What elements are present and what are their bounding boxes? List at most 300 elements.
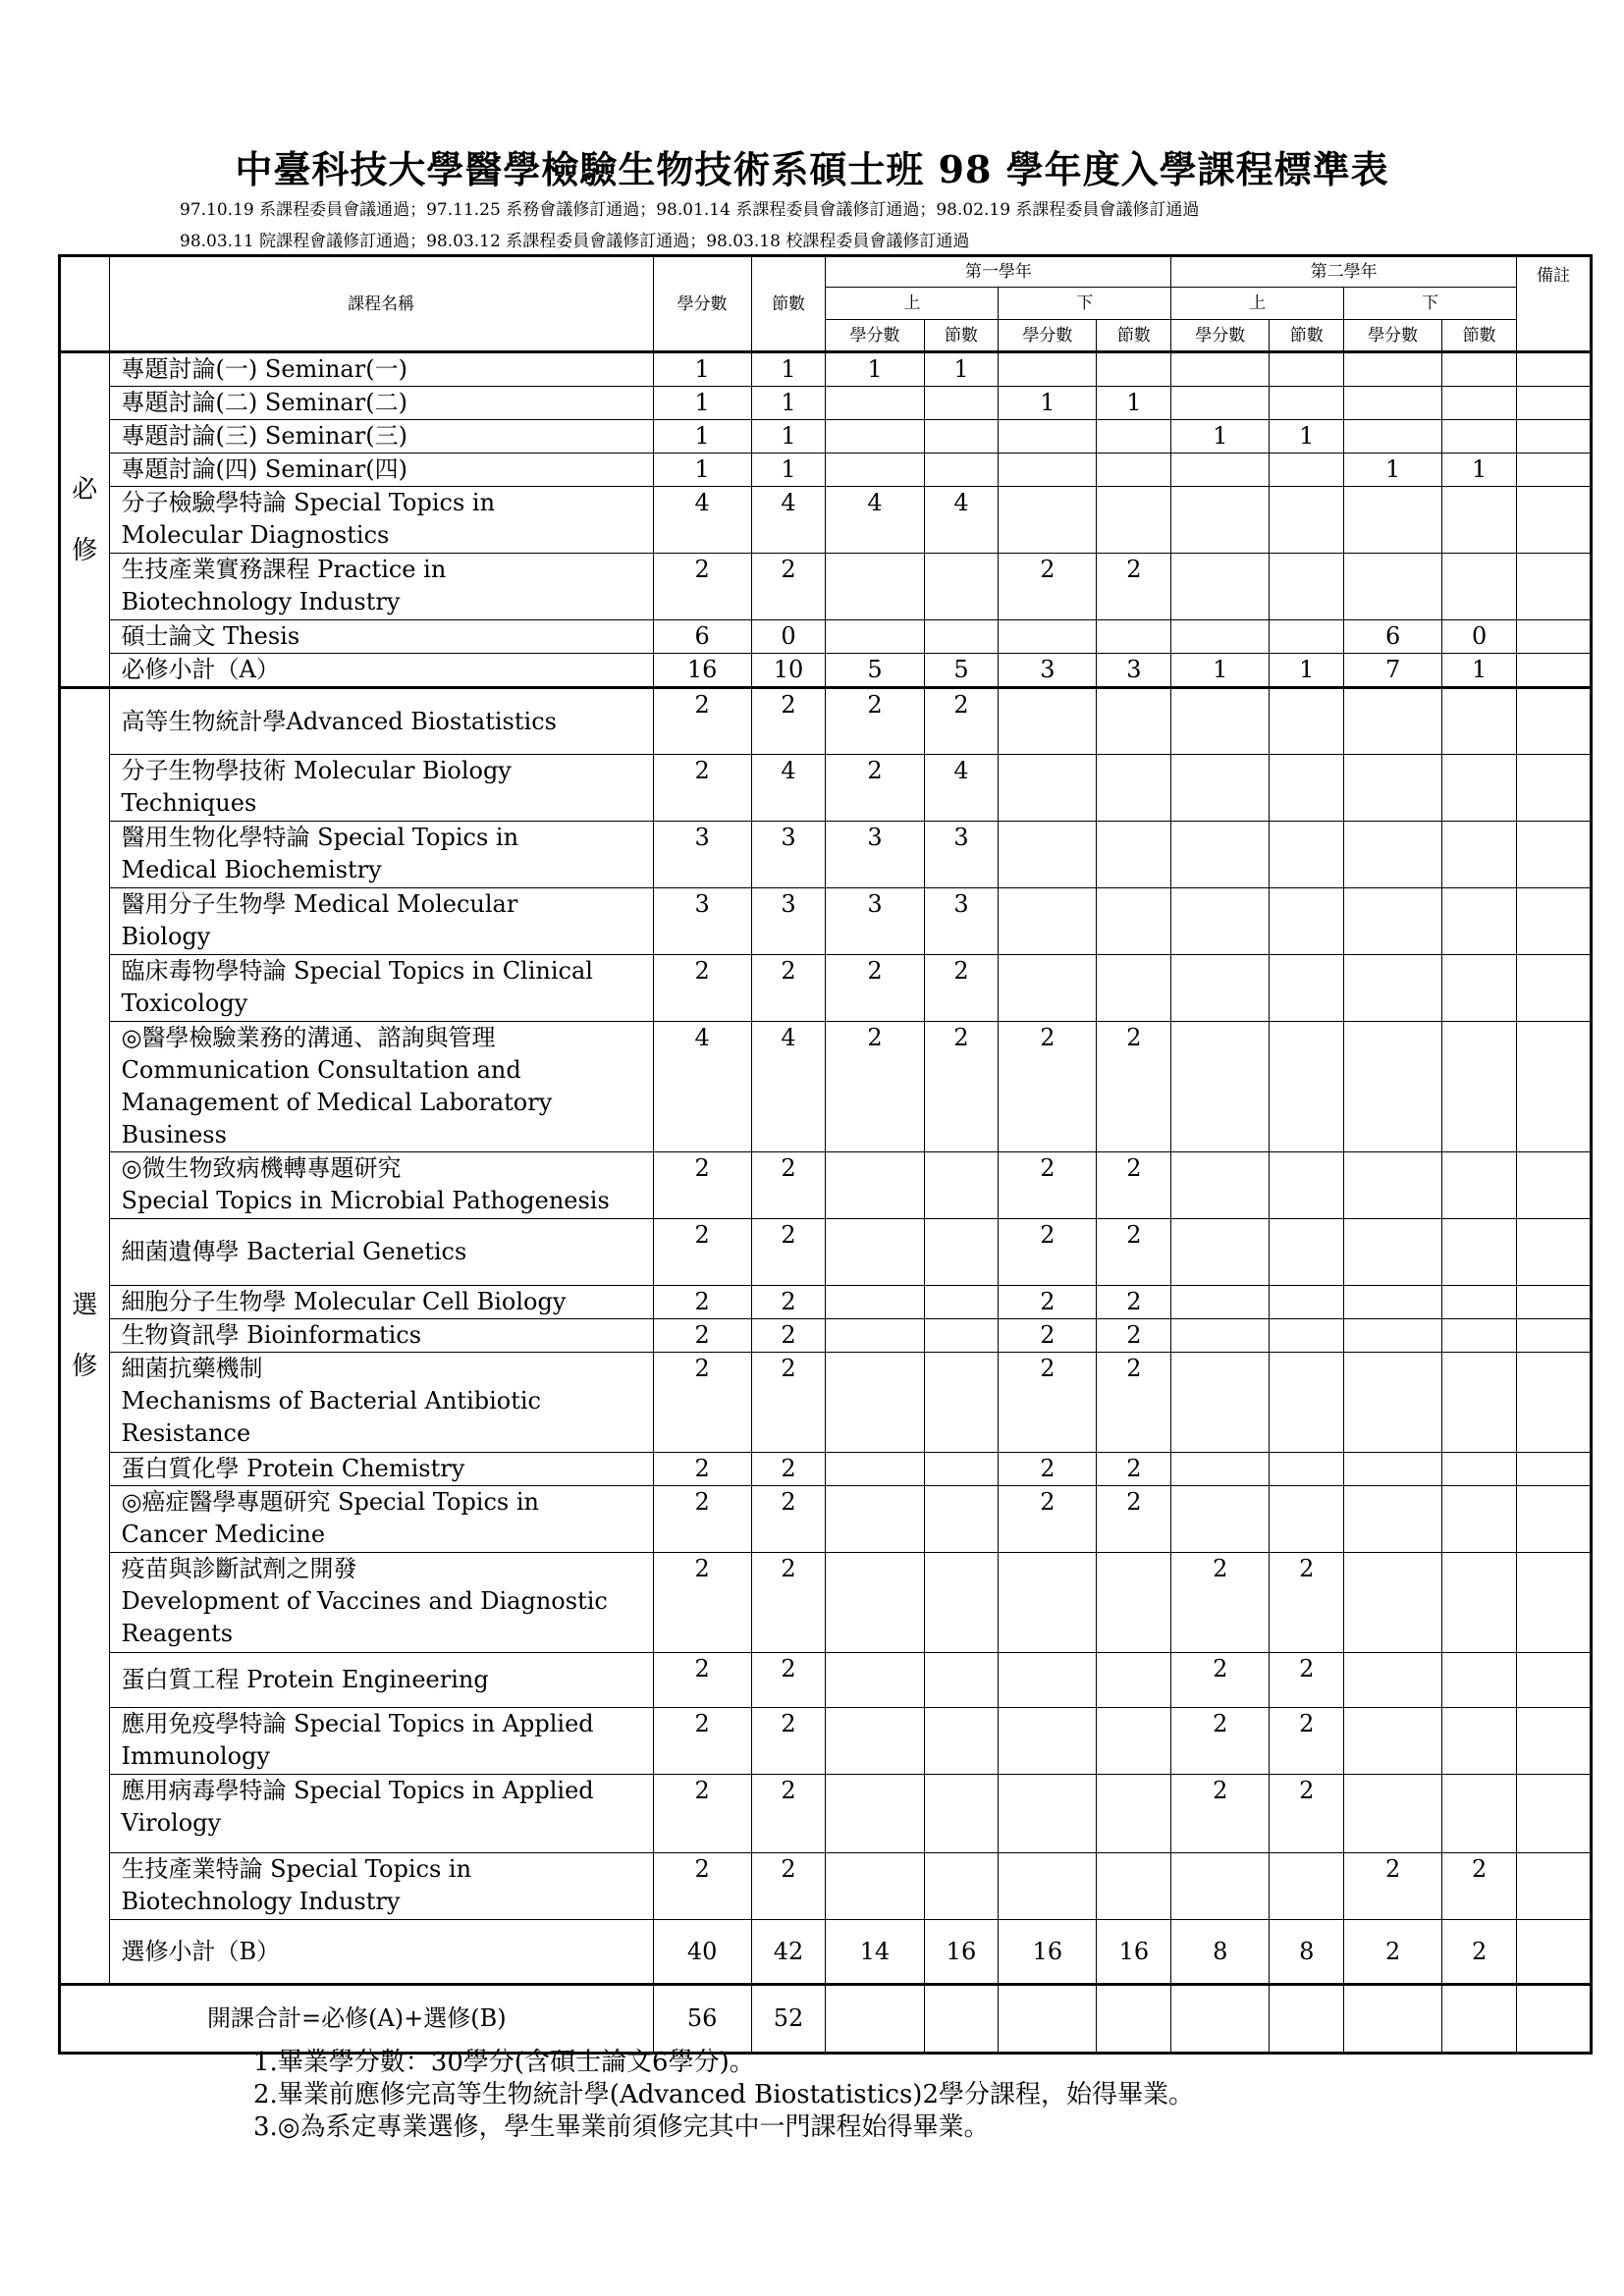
hours-cell: 2 <box>751 1353 826 1453</box>
course-name-line: Development of Vaccines and Diagnostic <box>121 1587 608 1615</box>
semester-hours-cell <box>1442 1775 1517 1853</box>
header-y2-upper: 上 <box>1171 288 1344 320</box>
semester-hours-cell: 2 <box>1442 1920 1517 1985</box>
semester-credits-cell <box>1171 352 1270 387</box>
semester-credits-cell <box>999 888 1097 955</box>
semester-credits-cell: 8 <box>1171 1920 1270 1985</box>
semester-hours-cell <box>1270 1319 1344 1353</box>
course-name-line: 專題討論(三) Seminar(三) <box>121 422 407 450</box>
empty-cell <box>924 1985 999 2054</box>
course-name-line: Management of Medical Laboratory Business <box>121 1089 553 1148</box>
semester-credits-cell <box>1344 822 1442 888</box>
header-y1l-hours: 節數 <box>1097 320 1171 352</box>
hours-cell: 3 <box>751 822 826 888</box>
semester-credits-cell <box>1171 755 1270 822</box>
semester-hours-cell <box>1270 1022 1344 1152</box>
course-name-line: 選修小計（B） <box>121 1937 281 1965</box>
grand-total-hours: 52 <box>751 1985 826 2054</box>
semester-hours-cell <box>1442 755 1517 822</box>
semester-hours-cell <box>1270 822 1344 888</box>
header-y2u-credits: 學分數 <box>1171 320 1270 352</box>
hours-cell: 3 <box>751 888 826 955</box>
semester-hours-cell <box>1442 1319 1517 1353</box>
remarks-cell <box>1517 1653 1592 1708</box>
semester-hours-cell <box>924 1486 999 1553</box>
semester-hours-cell: 1 <box>1097 387 1171 420</box>
semester-credits-cell <box>826 1553 924 1653</box>
semester-credits-cell <box>999 1553 1097 1653</box>
semester-credits-cell: 2 <box>1171 1775 1270 1853</box>
semester-credits-cell <box>1171 1853 1270 1920</box>
semester-credits-cell <box>1171 1486 1270 1553</box>
course-name-line: 生技產業特論 Special Topics in <box>121 1855 472 1883</box>
semester-credits-cell <box>826 454 924 487</box>
semester-hours-cell <box>924 1775 999 1853</box>
hours-cell: 2 <box>751 1708 826 1775</box>
course-name-line: 蛋白質工程 Protein Engineering <box>121 1666 489 1693</box>
remarks-cell <box>1517 755 1592 822</box>
header-year-2: 第二學年 <box>1171 256 1517 288</box>
course-name-line: ◎癌症醫學專題研究 Special Topics in <box>121 1488 540 1516</box>
credits-cell: 2 <box>653 554 751 620</box>
semester-credits-cell: 2 <box>999 1022 1097 1152</box>
semester-credits-cell <box>1344 420 1442 454</box>
header-y1u-credits: 學分數 <box>826 320 924 352</box>
semester-credits-cell <box>1171 1286 1270 1319</box>
semester-credits-cell <box>1344 487 1442 554</box>
semester-hours-cell <box>1270 1152 1344 1219</box>
course-name <box>109 755 653 822</box>
hours-cell: 2 <box>751 1486 826 1553</box>
semester-credits-cell <box>826 1775 924 1853</box>
semester-credits-cell <box>999 688 1097 755</box>
semester-credits-cell <box>999 1775 1097 1853</box>
subtotal-name <box>109 1920 653 1985</box>
hours-cell: 1 <box>751 352 826 387</box>
course-name-line: Resistance <box>121 1419 251 1447</box>
semester-credits-cell: 3 <box>826 888 924 955</box>
semester-credits-cell <box>1344 888 1442 955</box>
semester-hours-cell: 1 <box>1442 654 1517 688</box>
semester-hours-cell <box>1442 1022 1517 1152</box>
course-name-line: Biotechnology Industry <box>121 1888 401 1915</box>
semester-credits-cell <box>826 1708 924 1775</box>
course-name <box>109 1286 653 1319</box>
course-name <box>109 487 653 554</box>
semester-credits-cell <box>826 1486 924 1553</box>
course-name <box>109 1319 653 1353</box>
semester-credits-cell: 2 <box>826 755 924 822</box>
empty-cell <box>826 1985 924 2054</box>
semester-credits-cell <box>1344 1453 1442 1486</box>
header-hours: 節數 <box>751 256 826 352</box>
hours-cell: 2 <box>751 1775 826 1853</box>
grand-total-credits: 56 <box>653 1985 751 2054</box>
course-name-line: 應用病毒學特論 Special Topics in Applied <box>121 1777 594 1804</box>
semester-hours-cell <box>1270 620 1344 654</box>
semester-credits-cell: 7 <box>1344 654 1442 688</box>
semester-hours-cell <box>1270 1353 1344 1453</box>
semester-credits-cell: 2 <box>999 1486 1097 1553</box>
semester-credits-cell <box>1344 1775 1442 1853</box>
semester-credits-cell: 1 <box>999 387 1097 420</box>
semester-hours-cell <box>1270 888 1344 955</box>
course-name-line: 必修小計（A） <box>121 656 280 683</box>
course-name <box>109 1775 653 1853</box>
semester-credits-cell: 2 <box>999 554 1097 620</box>
remarks-cell <box>1517 1286 1592 1319</box>
semester-hours-cell <box>1097 1653 1171 1708</box>
course-name <box>109 352 653 387</box>
hours-cell: 2 <box>751 1553 826 1653</box>
semester-hours-cell <box>1097 1853 1171 1920</box>
semester-hours-cell <box>1442 1353 1517 1453</box>
semester-hours-cell: 2 <box>1270 1708 1344 1775</box>
semester-credits-cell <box>1344 1653 1442 1708</box>
course-name-line: ◎微生物致病機轉專題研究 <box>121 1154 402 1182</box>
semester-hours-cell: 2 <box>1097 1353 1171 1453</box>
semester-hours-cell <box>924 1319 999 1353</box>
header-y2u-hours: 節數 <box>1270 320 1344 352</box>
credits-cell: 2 <box>653 1152 751 1219</box>
credits-cell: 1 <box>653 454 751 487</box>
semester-hours-cell: 2 <box>924 955 999 1022</box>
semester-credits-cell <box>826 1286 924 1319</box>
hours-cell: 42 <box>751 1920 826 1985</box>
course-name-line: 高等生物統計學Advanced Biostatistics <box>121 707 557 735</box>
semester-hours-cell <box>1442 1553 1517 1653</box>
semester-hours-cell <box>1442 1708 1517 1775</box>
semester-hours-cell <box>1442 487 1517 554</box>
semester-hours-cell <box>924 1853 999 1920</box>
remarks-cell <box>1517 1319 1592 1353</box>
semester-hours-cell <box>1442 387 1517 420</box>
semester-credits-cell: 16 <box>999 1920 1097 1985</box>
semester-credits-cell: 2 <box>1171 1708 1270 1775</box>
semester-hours-cell <box>1097 755 1171 822</box>
semester-credits-cell <box>999 755 1097 822</box>
remarks-cell <box>1517 1219 1592 1286</box>
course-name-line: ◎醫學檢驗業務的溝通、諮詢與管理 <box>121 1024 496 1051</box>
semester-credits-cell <box>1344 1486 1442 1553</box>
semester-credits-cell <box>1171 822 1270 888</box>
course-name-line: Special Topics in Microbial Pathogenesis <box>121 1187 610 1214</box>
semester-hours-cell <box>1270 955 1344 1022</box>
semester-hours-cell <box>1270 1853 1344 1920</box>
course-name-line: 分子生物學技術 Molecular Biology <box>121 757 512 784</box>
semester-hours-cell <box>924 1286 999 1319</box>
semester-credits-cell: 2 <box>1171 1653 1270 1708</box>
empty-cell <box>999 1985 1097 2054</box>
semester-hours-cell <box>924 387 999 420</box>
credits-cell: 2 <box>653 1286 751 1319</box>
credits-cell: 1 <box>653 352 751 387</box>
remarks-cell <box>1517 454 1592 487</box>
semester-credits-cell: 1 <box>826 352 924 387</box>
semester-hours-cell <box>924 454 999 487</box>
semester-hours-cell: 2 <box>1270 1553 1344 1653</box>
course-name <box>109 387 653 420</box>
header-blank-cell <box>60 256 110 352</box>
semester-credits-cell <box>826 620 924 654</box>
semester-hours-cell <box>1442 1152 1517 1219</box>
hours-cell: 4 <box>751 487 826 554</box>
empty-cell <box>1517 1985 1592 2054</box>
semester-hours-cell <box>1270 1453 1344 1486</box>
section-label-required <box>60 352 110 688</box>
course-name-line: 生技產業實務課程 Practice in <box>121 556 447 583</box>
hours-cell: 2 <box>751 955 826 1022</box>
semester-credits-cell <box>999 420 1097 454</box>
semester-credits-cell <box>1344 1219 1442 1286</box>
remarks-cell <box>1517 1920 1592 1985</box>
remarks-cell <box>1517 1853 1592 1920</box>
course-name <box>109 1486 653 1553</box>
semester-hours-cell: 2 <box>1097 1219 1171 1286</box>
remarks-cell <box>1517 387 1592 420</box>
course-name-line: 分子檢驗學特論 Special Topics in <box>121 489 496 516</box>
semester-credits-cell <box>1171 554 1270 620</box>
semester-credits-cell <box>999 487 1097 554</box>
section-label-elective-char: 修 <box>72 1352 98 1381</box>
semester-hours-cell: 0 <box>1442 620 1517 654</box>
semester-hours-cell <box>924 1152 999 1219</box>
course-name-line: 臨床毒物學特論 Special Topics in Clinical <box>121 957 593 985</box>
hours-cell: 2 <box>751 688 826 755</box>
semester-hours-cell <box>1097 1775 1171 1853</box>
course-name <box>109 1022 653 1152</box>
semester-credits-cell <box>826 1453 924 1486</box>
semester-hours-cell: 2 <box>1097 1319 1171 1353</box>
remarks-cell <box>1517 554 1592 620</box>
semester-credits-cell <box>1171 688 1270 755</box>
course-name-line: 醫用分子生物學 Medical Molecular <box>121 890 518 918</box>
semester-credits-cell <box>826 1853 924 1920</box>
semester-hours-cell: 4 <box>924 755 999 822</box>
semester-credits-cell <box>1344 1353 1442 1453</box>
course-name <box>109 1219 653 1286</box>
semester-credits-cell <box>1171 1152 1270 1219</box>
course-name-line: Toxicology <box>121 989 248 1017</box>
semester-hours-cell <box>1442 688 1517 755</box>
course-name-line: Cancer Medicine <box>121 1521 326 1548</box>
remarks-cell <box>1517 1775 1592 1853</box>
semester-hours-cell <box>1097 454 1171 487</box>
semester-hours-cell: 2 <box>924 688 999 755</box>
semester-credits-cell: 2 <box>1171 1553 1270 1653</box>
semester-credits-cell: 2 <box>999 1152 1097 1219</box>
credits-cell: 16 <box>653 654 751 688</box>
hours-cell: 2 <box>751 1453 826 1486</box>
course-name <box>109 1708 653 1775</box>
credits-cell: 2 <box>653 1553 751 1653</box>
hours-cell: 10 <box>751 654 826 688</box>
semester-credits-cell <box>1344 1708 1442 1775</box>
semester-credits-cell <box>1171 1319 1270 1353</box>
semester-hours-cell <box>1442 888 1517 955</box>
remarks-cell <box>1517 1453 1592 1486</box>
empty-cell <box>1270 1985 1344 2054</box>
semester-hours-cell <box>1442 822 1517 888</box>
semester-hours-cell <box>1097 352 1171 387</box>
semester-hours-cell <box>1097 487 1171 554</box>
semester-credits-cell <box>1171 1453 1270 1486</box>
semester-credits-cell: 2 <box>999 1319 1097 1353</box>
credits-cell: 3 <box>653 888 751 955</box>
semester-hours-cell: 2 <box>1270 1775 1344 1853</box>
note-2: 2.畢業前應修完高等生物統計學(Advanced Biostatistics)2學分課程，始得畢業。 <box>253 2080 1194 2109</box>
semester-credits-cell <box>999 1708 1097 1775</box>
semester-hours-cell <box>1270 1286 1344 1319</box>
semester-credits-cell <box>1171 487 1270 554</box>
semester-credits-cell <box>1344 387 1442 420</box>
course-name <box>109 955 653 1022</box>
remarks-cell <box>1517 955 1592 1022</box>
hours-cell: 2 <box>751 1319 826 1353</box>
semester-credits-cell: 2 <box>826 1022 924 1152</box>
course-name <box>109 688 653 755</box>
semester-credits-cell <box>1344 352 1442 387</box>
hours-cell: 1 <box>751 454 826 487</box>
header-y2l-credits: 學分數 <box>1344 320 1442 352</box>
semester-credits-cell <box>999 1653 1097 1708</box>
remarks-cell <box>1517 487 1592 554</box>
semester-hours-cell <box>1097 822 1171 888</box>
semester-hours-cell <box>1442 352 1517 387</box>
credits-cell: 4 <box>653 487 751 554</box>
semester-credits-cell: 3 <box>826 822 924 888</box>
remarks-cell <box>1517 620 1592 654</box>
remarks-cell <box>1517 888 1592 955</box>
semester-hours-cell <box>924 620 999 654</box>
note-3: 3.◎為系定專業選修，學生畢業前須修完其中一門課程始得畢業。 <box>253 2112 990 2142</box>
semester-hours-cell <box>1442 1219 1517 1286</box>
semester-credits-cell <box>826 1353 924 1453</box>
hours-cell: 2 <box>751 1152 826 1219</box>
semester-credits-cell <box>826 1219 924 1286</box>
note-1: 1.畢業學分數：30學分(含碩士論文6學分)。 <box>253 2048 755 2077</box>
semester-credits-cell <box>826 1653 924 1708</box>
course-name-line: 細菌遺傳學 Bacterial Genetics <box>121 1238 467 1265</box>
hours-cell: 2 <box>751 554 826 620</box>
header-remarks: 備註 <box>1517 256 1592 352</box>
semester-hours-cell <box>924 1453 999 1486</box>
remarks-cell <box>1517 822 1592 888</box>
semester-hours-cell: 2 <box>1097 1152 1171 1219</box>
semester-credits-cell <box>1344 688 1442 755</box>
semester-credits-cell <box>1344 1286 1442 1319</box>
semester-credits-cell: 2 <box>999 1286 1097 1319</box>
empty-cell <box>1097 1985 1171 2054</box>
credits-cell: 3 <box>653 822 751 888</box>
credits-cell: 40 <box>653 1920 751 1985</box>
semester-credits-cell <box>1344 1553 1442 1653</box>
semester-hours-cell: 2 <box>1097 554 1171 620</box>
semester-credits-cell <box>999 454 1097 487</box>
semester-hours-cell: 2 <box>924 1022 999 1152</box>
semester-credits-cell <box>826 1319 924 1353</box>
semester-hours-cell: 2 <box>1270 1653 1344 1708</box>
semester-hours-cell <box>1442 955 1517 1022</box>
semester-credits-cell: 2 <box>1344 1853 1442 1920</box>
header-y1u-hours: 節數 <box>924 320 999 352</box>
semester-hours-cell: 2 <box>1097 1453 1171 1486</box>
semester-credits-cell <box>1344 1152 1442 1219</box>
credits-cell: 2 <box>653 1219 751 1286</box>
semester-hours-cell <box>1442 1286 1517 1319</box>
semester-hours-cell: 3 <box>1097 654 1171 688</box>
remarks-cell <box>1517 654 1592 688</box>
semester-credits-cell <box>826 1152 924 1219</box>
grand-total-name: 開課合計=必修(A)+選修(B) <box>60 1985 654 2054</box>
course-name <box>109 620 653 654</box>
credits-cell: 2 <box>653 1653 751 1708</box>
semester-hours-cell <box>1442 1653 1517 1708</box>
semester-hours-cell: 1 <box>1442 454 1517 487</box>
course-name-line: Biotechnology Industry <box>121 588 401 615</box>
hours-cell: 0 <box>751 620 826 654</box>
semester-credits-cell: 4 <box>826 487 924 554</box>
semester-credits-cell: 1 <box>1344 454 1442 487</box>
semester-credits-cell <box>1171 1353 1270 1453</box>
semester-credits-cell <box>1344 755 1442 822</box>
course-name <box>109 1853 653 1920</box>
semester-hours-cell <box>924 1553 999 1653</box>
course-name-line: 疫苗與診斷試劑之開發 <box>121 1555 357 1582</box>
semester-credits-cell <box>1171 620 1270 654</box>
credits-cell: 2 <box>653 1353 751 1453</box>
course-name-line: 應用免疫學特論 Special Topics in Applied <box>121 1710 594 1737</box>
course-name <box>109 1453 653 1486</box>
semester-credits-cell: 3 <box>999 654 1097 688</box>
hours-cell: 4 <box>751 755 826 822</box>
semester-hours-cell <box>1097 1708 1171 1775</box>
semester-hours-cell <box>1097 420 1171 454</box>
credits-cell: 6 <box>653 620 751 654</box>
notes <box>253 2047 1194 2144</box>
semester-hours-cell: 1 <box>1270 420 1344 454</box>
semester-credits-cell: 2 <box>826 955 924 1022</box>
approval-line-1: 97.10.19 系課程委員會議通過；97.11.25 系務會議修訂通過；98.01.14 系課程委員會議修訂通過；98.02.19 系課程委員會議修訂通過 <box>180 200 1200 220</box>
semester-hours-cell <box>1270 688 1344 755</box>
semester-hours-cell: 8 <box>1270 1920 1344 1985</box>
semester-hours-cell: 1 <box>1270 654 1344 688</box>
semester-hours-cell <box>1442 1486 1517 1553</box>
course-name-line: 細菌抗藥機制 <box>121 1355 263 1382</box>
semester-credits-cell: 14 <box>826 1920 924 1985</box>
remarks-cell <box>1517 688 1592 755</box>
semester-hours-cell <box>1097 688 1171 755</box>
semester-credits-cell <box>999 620 1097 654</box>
semester-credits-cell <box>1171 955 1270 1022</box>
header-y1-upper: 上 <box>826 288 999 320</box>
semester-credits-cell: 5 <box>826 654 924 688</box>
semester-hours-cell: 2 <box>1097 1022 1171 1152</box>
semester-credits-cell <box>826 387 924 420</box>
semester-hours-cell <box>1442 1453 1517 1486</box>
semester-hours-cell <box>1270 1486 1344 1553</box>
semester-hours-cell: 3 <box>924 822 999 888</box>
semester-hours-cell <box>924 1353 999 1453</box>
semester-credits-cell <box>1171 454 1270 487</box>
course-name <box>109 1353 653 1453</box>
semester-hours-cell: 1 <box>924 352 999 387</box>
header-credits: 學分數 <box>653 256 751 352</box>
page-title: 中臺科技大學醫學檢驗生物技術系碩士班 98 學年度入學課程標準表 <box>235 147 1389 191</box>
remarks-cell <box>1517 1486 1592 1553</box>
semester-credits-cell: 1 <box>1171 654 1270 688</box>
header-course-name: 課程名稱 <box>109 256 653 352</box>
